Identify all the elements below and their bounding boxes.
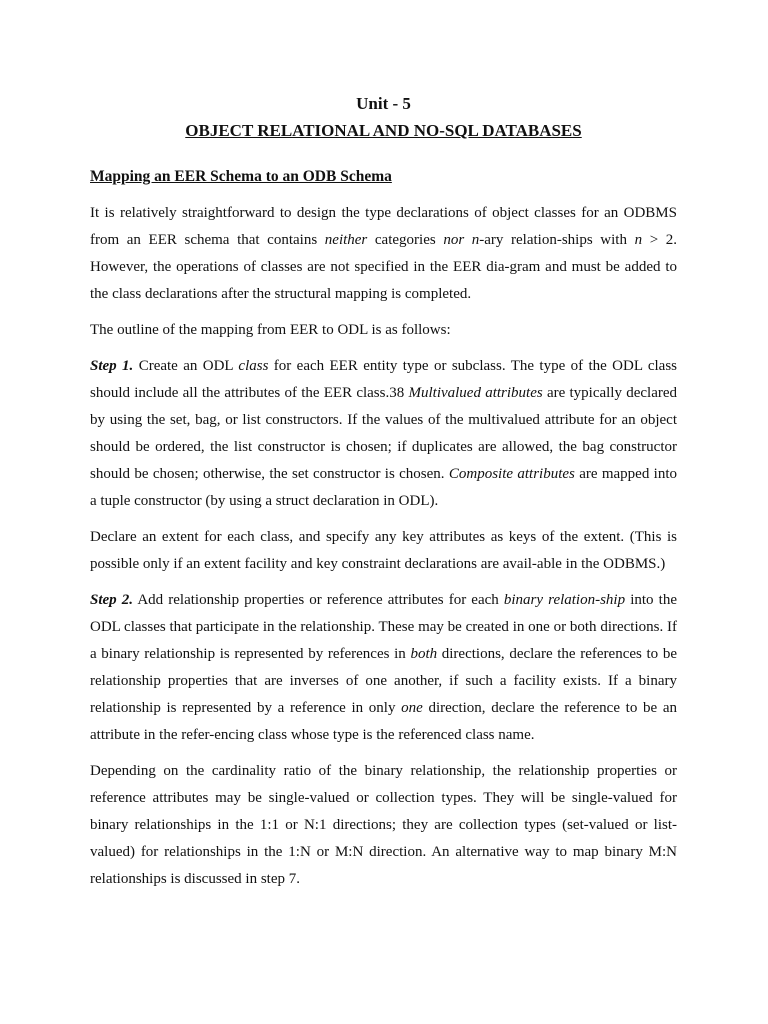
paragraph-cardinality: Depending on the cardinality ratio of the binary relationship, the relationship properties or reference attributes may be single-valued or collection types. They will be single-valued for binary relationships in the 1:1 or N:1 directions; they are collection types (set-valued or list-valued) for relationships in the 1:N or M:N direction. An alternative way to map binary M:N relationships is discussed in step 7. [90,763,677,887]
emphasis-one: one [401,700,423,716]
paragraph-extent: Declare an extent for each class, and specify any key attributes as keys of the extent. (This is possible only if an extent facility and key constraint declarations are avail-able in the ODBMS.) [90,529,677,572]
emphasis-both: both [410,646,438,662]
document-page [90,92,677,893]
text-run: > 2. However, the operations of classes are not specified in the EER dia-gram and must be added to the class declarations after the structural mapping is completed. [90,232,678,302]
document-title: OBJECT RELATIONAL AND NO-SQL DATABASES [185,121,582,140]
emphasis-multivalued: Multivalued attributes [408,385,543,401]
text-run: for each EER entity type or subclass. The type of the ODL class should include all the attributes of the EER class.38 [90,358,677,401]
emphasis-composite: Composite attributes [448,466,575,482]
emphasis-n: n [634,232,643,248]
text-run: are typically declared by using the set, bag, or list constructors. If the values of the multivalued attribute for an object should be ordered, the list constructor is chosen; if duplicates are allowed, the bag constructor should be chosen; otherwise, the set constructor is chosen. [90,385,677,482]
text-run: -ary relation-ships with [479,232,635,248]
section-heading: Mapping an EER Schema to an ODB Schema [90,168,392,185]
text-run: directions, declare the references to be relationship properties that are inverses of one another, if such a facility exists. If a binary relationship is represented by a reference in only [90,646,677,716]
paragraph-step-1 [90,353,677,515]
paragraph-intro [90,200,677,308]
text-run: Create an ODL [133,358,239,374]
step-label: Step 1. [90,358,134,374]
text-run: into the ODL classes that participate in the relationship. These may be created in one or both directions. If a binary relationship is represented by references in [90,592,677,662]
emphasis-neither: neither [324,232,368,248]
text-run: are mapped into a tuple constructor (by using a struct declaration in ODL). [90,466,677,509]
text-run: It is relatively straightforward to design the type declarations of object classes for an ODBMS from an EER schema that contains [90,205,677,248]
step-label: Step 2. [90,592,134,608]
emphasis-nor-n: nor n [443,232,480,248]
text-run: Add relationship properties or reference attributes for each [133,592,504,608]
text-run: categories [367,232,444,248]
unit-heading: Unit - 5 [356,94,411,113]
emphasis-class: class [238,358,269,374]
paragraph-outline: The outline of the mapping from EER to ODL is as follows: [90,322,451,338]
paragraph-step-2 [90,587,677,749]
text-run: direction, declare the reference to be an attribute in the refer-encing class whose type is the referenced class name. [90,700,677,743]
emphasis-binary-relationship: binary relation-ship [503,592,626,608]
